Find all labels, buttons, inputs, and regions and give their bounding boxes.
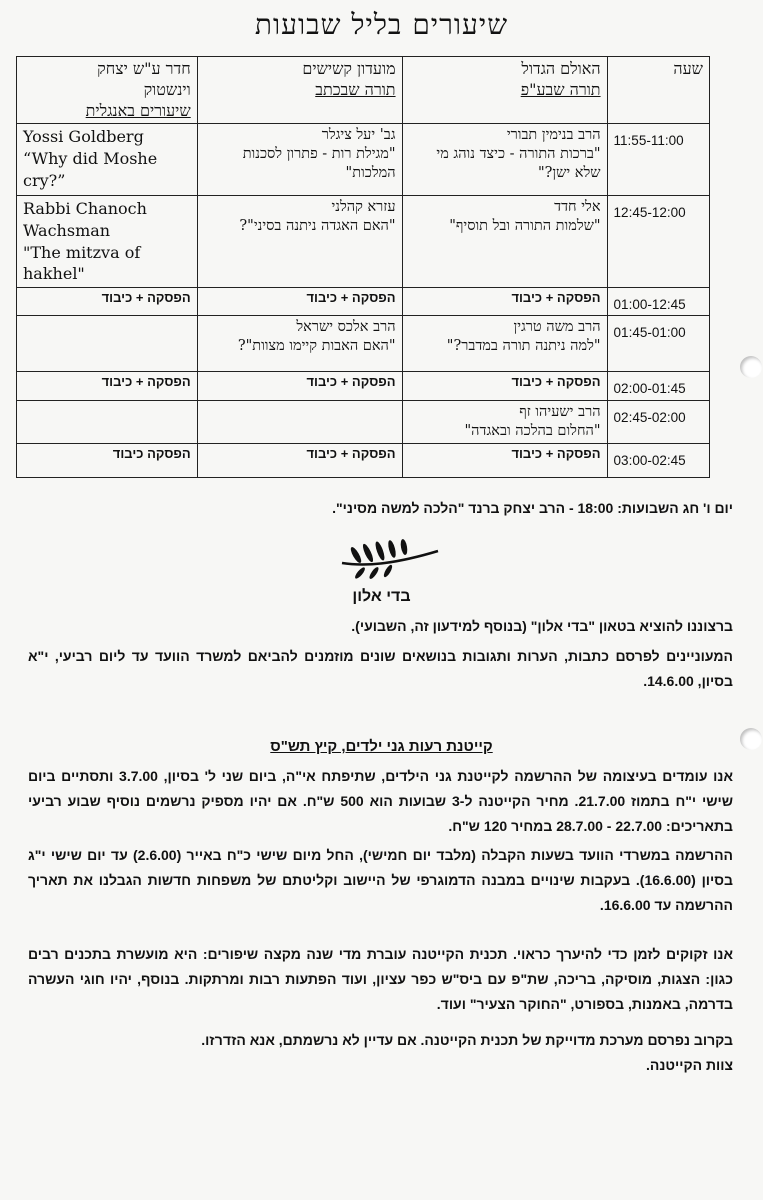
header-time-label: שעה: [673, 59, 703, 78]
schedule-table: [16, 56, 710, 478]
badi-alon-line-1: ברצוננו להוציא בטאון "בדי אלון" (בנוסף למידעון זה, השבועי).: [351, 618, 733, 634]
header-room-name-2: וינשטוק: [143, 79, 191, 99]
cell-time-text: 11:55-11:00: [613, 133, 684, 149]
table-row: [17, 316, 710, 372]
hole-punch: [740, 728, 762, 750]
cell-room-text: הפסקה כיבוד: [112, 445, 191, 461]
hole-punch: [740, 356, 762, 378]
cell-time: [607, 372, 709, 401]
camp-signature: צוות הקייטנה.: [646, 1057, 733, 1073]
header-club-subject: תורה שבכתב: [315, 79, 396, 99]
cell-club-text: הפסקה + כיבוד: [306, 374, 396, 390]
header-room-subject: שיעורים באנגלית: [85, 100, 191, 120]
cell-room-text: הפסקה + כיבוד: [101, 374, 191, 390]
cell-hall: [402, 287, 607, 316]
cell-time: [607, 196, 709, 287]
header-time: [607, 57, 709, 124]
cell-club-text: גב' יעל ציגלר "מגילת רות - פתרון לסכנות המלכות": [242, 127, 396, 182]
camp-paragraph-4: בקרוב נפרסם מערכת מדוייקת של תכנית הקייטנה. אם עדיין לא נרשמתם, אנא הזדרזו.: [201, 1032, 733, 1048]
cell-hall-text: הרב ישעיהו זף "החלום בהלכה ובאגדה": [464, 403, 601, 439]
cell-club: [197, 196, 402, 287]
cell-club-text: הרב אלכס ישראל "האם האבות קיימו מצוות"?: [237, 319, 396, 355]
badi-alon-line-2: המעוניינים לפרסם כתבות, הערות ותגובות בנושאים שונים מוזמנים להביאם למשרד הוועד עד ליום רביעי, י"א בסיון, 14.6.00.: [28, 648, 733, 689]
cell-time: [607, 443, 709, 477]
cell-club-text: הפסקה + כיבוד: [306, 289, 396, 305]
header-hall-subject: תורה שבע"פ: [520, 79, 601, 99]
cell-room-text: Rabbi Chanoch Wachsman "The mitzva of hakhel": [23, 199, 147, 284]
cell-time-text: 02:45-02:00: [613, 409, 686, 425]
cell-club: [197, 316, 402, 372]
cell-club: [197, 287, 402, 316]
cell-club: [197, 124, 402, 196]
cell-club-text: הפסקה + כיבוד: [306, 445, 396, 461]
cell-room: [17, 196, 198, 287]
table-row: [17, 196, 710, 287]
cell-room-text: Yossi Goldberg “Why did Moshe cry?”: [23, 127, 158, 190]
table-row: [17, 124, 710, 196]
header-room: [17, 57, 198, 124]
header-hall: [402, 57, 607, 124]
table-row: [17, 372, 710, 401]
cell-room: [17, 287, 198, 316]
cell-time: [607, 316, 709, 372]
table-row: [17, 287, 710, 316]
cell-hall: [402, 443, 607, 477]
cell-hall-text: הפסקה + כיבוד: [511, 445, 601, 461]
schedule-rows: [17, 124, 710, 477]
header-club: [197, 57, 402, 124]
page-title: שיעורים בליל שבועות: [254, 8, 509, 41]
camp-paragraph-2: ההרשמה במשרדי הוועד בשעות הקבלה (מלבד יום חמישי), החל מיום שישי כ"ח באייר (2.6.00) עד יום שישי י"ג בסיון (16.6.00). בעקבות שינויים במבנה הדמוגרפי של היישוב וקליטתם של משפחות חדשות הגבלנו את תאריך ההרשמה עד 16.6.00.: [28, 847, 733, 913]
cell-hall: [402, 196, 607, 287]
camp-paragraph-3: אנו זקוקים לזמן כדי להיערך כראוי. תכנית הקייטנה עוברת מדי שנה מקצה שיפורים: היא מועשרת בתכנים רבים כגון: הצגות, מוסיקה, בריכה, שת"פ עם ביס"ש כפר עציון, ועוד הפתעות רבות ומרתקות. בנוסף, יהיו חוגי העשרה בדרמה, באמנות, בספורט, "החוקר הצעיר" ועוד.: [28, 946, 733, 1012]
header-club-name: מועדון קשישים: [302, 59, 396, 78]
header-hall-name: האולם הגדול: [521, 59, 601, 78]
camp-heading: קייטנת רעות גני ילדים, קיץ תש"ס: [270, 738, 493, 755]
shavuot-day-line: יום ו' חג השבועות: 18:00 - הרב יצחק ברנד "הלכה למשה מסיני".: [332, 500, 733, 516]
table-row: [17, 400, 710, 443]
cell-time-text: 01:00-12:45: [613, 296, 686, 312]
cell-time-text: 03:00-02:45: [613, 452, 686, 468]
table-row: [17, 443, 710, 477]
cell-time: [607, 400, 709, 443]
cell-hall-text: אלי חדד "שלמות התורה ובל תוסיף": [449, 199, 601, 235]
cell-room: [17, 443, 198, 477]
table-header-row: [17, 57, 710, 124]
cell-room: [17, 316, 198, 372]
cell-room-text: הפסקה + כיבוד: [101, 289, 191, 305]
cell-hall: [402, 372, 607, 401]
cell-room: [17, 124, 198, 196]
cell-time-text: 02:00-01:45: [613, 381, 686, 397]
cell-hall-text: הרב משה טרגין "למה ניתנה תורה במדבר?": [446, 319, 601, 355]
cell-club: [197, 443, 402, 477]
cell-hall: [402, 124, 607, 196]
badi-alon-heading: בדי אלון: [352, 588, 411, 605]
olive-branch-icon: [338, 533, 442, 585]
camp-paragraph-1: אנו עומדים בעיצומה של ההרשמה לקייטנת גני הילדים, שתיפתח אי"ה, ביום שני ל' בסיון, 3.7.00 ותסתיים ביום שישי י"ח בתמוז 21.7.00. מחיר הקייטנה ל-3 שבועות הוא 500 ש"ח. אם יהיו מספיק נרשמים נוסיף שבוע רביעי בתאריכים: 22.7.00 - 28.7.00 במחיר 120 ש"ח.: [28, 768, 734, 834]
cell-time-text: 12:45-12:00: [613, 205, 686, 221]
header-room-name: חדר ע"ש יצחק: [97, 59, 191, 78]
cell-hall-text: הרב בנימין תבורי "ברכות התורה - כיצד נוהג מי שלא ישן?": [436, 127, 601, 182]
cell-club: [197, 372, 402, 401]
cell-time: [607, 124, 709, 196]
cell-hall: [402, 400, 607, 443]
cell-club: [197, 400, 402, 443]
cell-hall-text: הפסקה + כיבוד: [511, 289, 601, 305]
cell-room: [17, 400, 198, 443]
cell-time: [607, 287, 709, 316]
cell-room: [17, 372, 198, 401]
cell-hall: [402, 316, 607, 372]
cell-time-text: 01:45-01:00: [613, 325, 686, 341]
cell-hall-text: הפסקה + כיבוד: [511, 374, 601, 390]
cell-club-text: עזרא קהלני "האם האגדה ניתנה בסיני"?: [239, 199, 396, 235]
